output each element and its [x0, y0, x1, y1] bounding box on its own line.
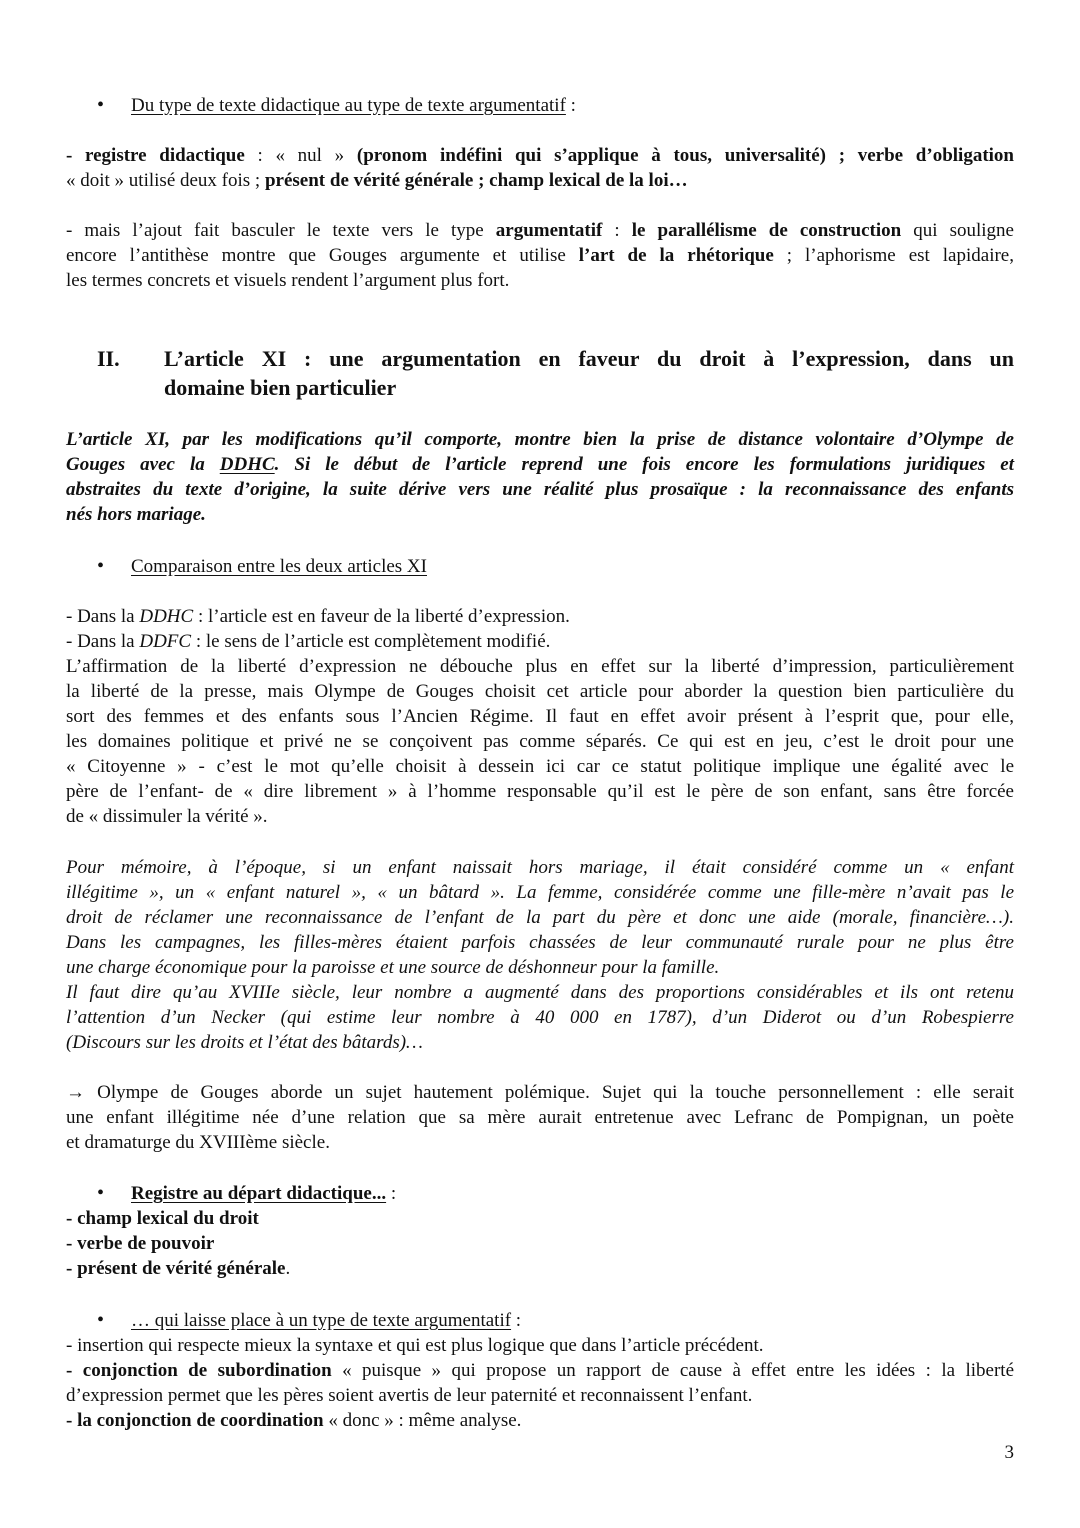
memo-line: illégitime », un « enfant naturel », « un bâtard ». La femme, considérée comme une fille-mère n’avait pas le [66, 882, 1014, 903]
section-title: domaine bien particulier [164, 375, 397, 400]
paragraph-line: - Dans la DDFC : le sens de l’article est complètement modifié. [66, 631, 551, 652]
bullet-heading-2: Comparaison entre les deux articles XI [131, 556, 427, 577]
arrow-note-line: et dramaturge du XVIIIème siècle. [66, 1132, 330, 1153]
intro-line: abstraites du texte d’origine, la suite dérive vers une réalité plus prosaïque : la reconnaissance des enfants [66, 479, 1014, 500]
bullet-heading-4: … qui laisse place à un type de texte argumentatif : [131, 1310, 522, 1331]
memo-line: Dans les campagnes, les filles-mères étaient parfois chassées de leur communauté rurale pour ne plus être [66, 932, 1014, 953]
section-title: L’article XI : une argumentation en faveur du droit à l’expression, dans un [164, 346, 1014, 371]
intro-line: L’article XI, par les modifications qu’il comporte, montre bien la prise de distance volontaire d’Olympe de [66, 429, 1014, 450]
paragraph-line: sort des femmes et des enfants sous l’Ancien Régime. Il faut en effet avoir présent à l’esprit que, pour elle, [66, 706, 1014, 727]
arrow-note-line: → Olympe de Gouges aborde un sujet hautement polémique. Sujet qui la touche personnellement : elle serait [66, 1082, 1014, 1103]
paragraph-line: père de l’enfant- de « dire librement » à l’homme responsable qu’il est le père de son enfant, sans être forcée [66, 781, 1014, 802]
list-item: - présent de vérité générale. [66, 1258, 291, 1279]
paragraph-line: les termes concrets et visuels rendent l’argument plus fort. [66, 270, 510, 291]
intro-line: Gouges avec la DDHC. Si le début de l’article reprend une fois encore les formulations juridiques et [66, 454, 1014, 475]
bullet-marker: • [97, 94, 105, 116]
paragraph-line: - mais l’ajout fait basculer le texte vers le type argumentatif : le parallélisme de construction qui souligne [66, 220, 1014, 241]
bullet-heading-3: Registre au départ didactique... : [131, 1183, 397, 1204]
paragraph-line: la liberté de la presse, mais Olympe de Gouges choisit cet article pour aborder la question bien particulière du [66, 681, 1014, 702]
paragraph-line: « Citoyenne » - c’est le mot qu’elle choisit à dessein ici car ce statut politique implique une égalité avec le [66, 756, 1014, 777]
list-item: - verbe de pouvoir [66, 1233, 215, 1254]
arrow-icon: → [66, 1082, 85, 1103]
paragraph-line: - Dans la DDHC : l’article est en faveur de la liberté d’expression. [66, 606, 570, 627]
intro-line: nés hors mariage. [66, 504, 206, 525]
memo-line: l’attention d’un Necker (qui estime leur nombre à 40 000 en 1787), d’un Diderot ou d’un Robespierre [66, 1007, 1014, 1028]
list-item: - la conjonction de coordination « donc » : même analyse. [66, 1410, 522, 1431]
page-number: 3 [1004, 1442, 1014, 1463]
list-item: d’expression permet que les pères soient avertis de leur paternité et reconnaissent l’enfant. [66, 1385, 753, 1406]
paragraph-line: encore l’antithèse montre que Gouges argumente et utilise l’art de la rhétorique ; l’aphorisme est lapidaire, [66, 245, 1014, 266]
paragraph-line: - registre didactique : « nul » (pronom indéfini qui s’applique à tous, universalité) ; verbe d’obligation [66, 145, 1014, 166]
memo-line: droit de réclamer une reconnaissance de l’enfant de la part du père et donc une aide (morale, financière…). [66, 907, 1014, 928]
bullet-marker: • [97, 1309, 105, 1331]
list-item: - conjonction de subordination « puisque » qui propose un rapport de cause à effet entre les idées : la liberté [66, 1360, 1015, 1381]
list-item: - insertion qui respecte mieux la syntaxe et qui est plus logique que dans l’article précédent. [66, 1335, 764, 1356]
bullet-marker: • [97, 1182, 105, 1204]
bullet-heading-1: Du type de texte didactique au type de texte argumentatif : [131, 95, 576, 116]
paragraph-line: de « dissimuler la vérité ». [66, 806, 268, 827]
memo-line: Il faut dire qu’au XVIIIe siècle, leur nombre a augmenté dans des proportions considérables et ils ont retenu [66, 982, 1014, 1003]
bullet-marker: • [97, 555, 105, 577]
arrow-note-line: une enfant illégitime née d’une relation que sa mère aurait entretenue avec Lefranc de Pompignan, un poète [66, 1107, 1014, 1128]
paragraph-line: L’affirmation de la liberté d’expression ne débouche plus en effet sur la liberté d’impression, particulièrement [66, 656, 1014, 677]
memo-line: une charge économique pour la paroisse et une source de déshonneur pour la famille. [66, 957, 720, 978]
memo-line: (Discours sur les droits et l’état des bâtards)… [66, 1032, 423, 1053]
paragraph-line: « doit » utilisé deux fois ; présent de vérité générale ; champ lexical de la loi… [66, 170, 688, 191]
memo-line: Pour mémoire, à l’époque, si un enfant naissait hors mariage, il était considéré comme un « enfant [66, 857, 1014, 878]
section-number: II. [97, 346, 120, 371]
paragraph-line: les domaines politique et privé ne se conçoivent pas comme séparés. Ce qui est en jeu, c’est le droit pour une [66, 731, 1014, 752]
list-item: - champ lexical du droit [66, 1208, 259, 1229]
